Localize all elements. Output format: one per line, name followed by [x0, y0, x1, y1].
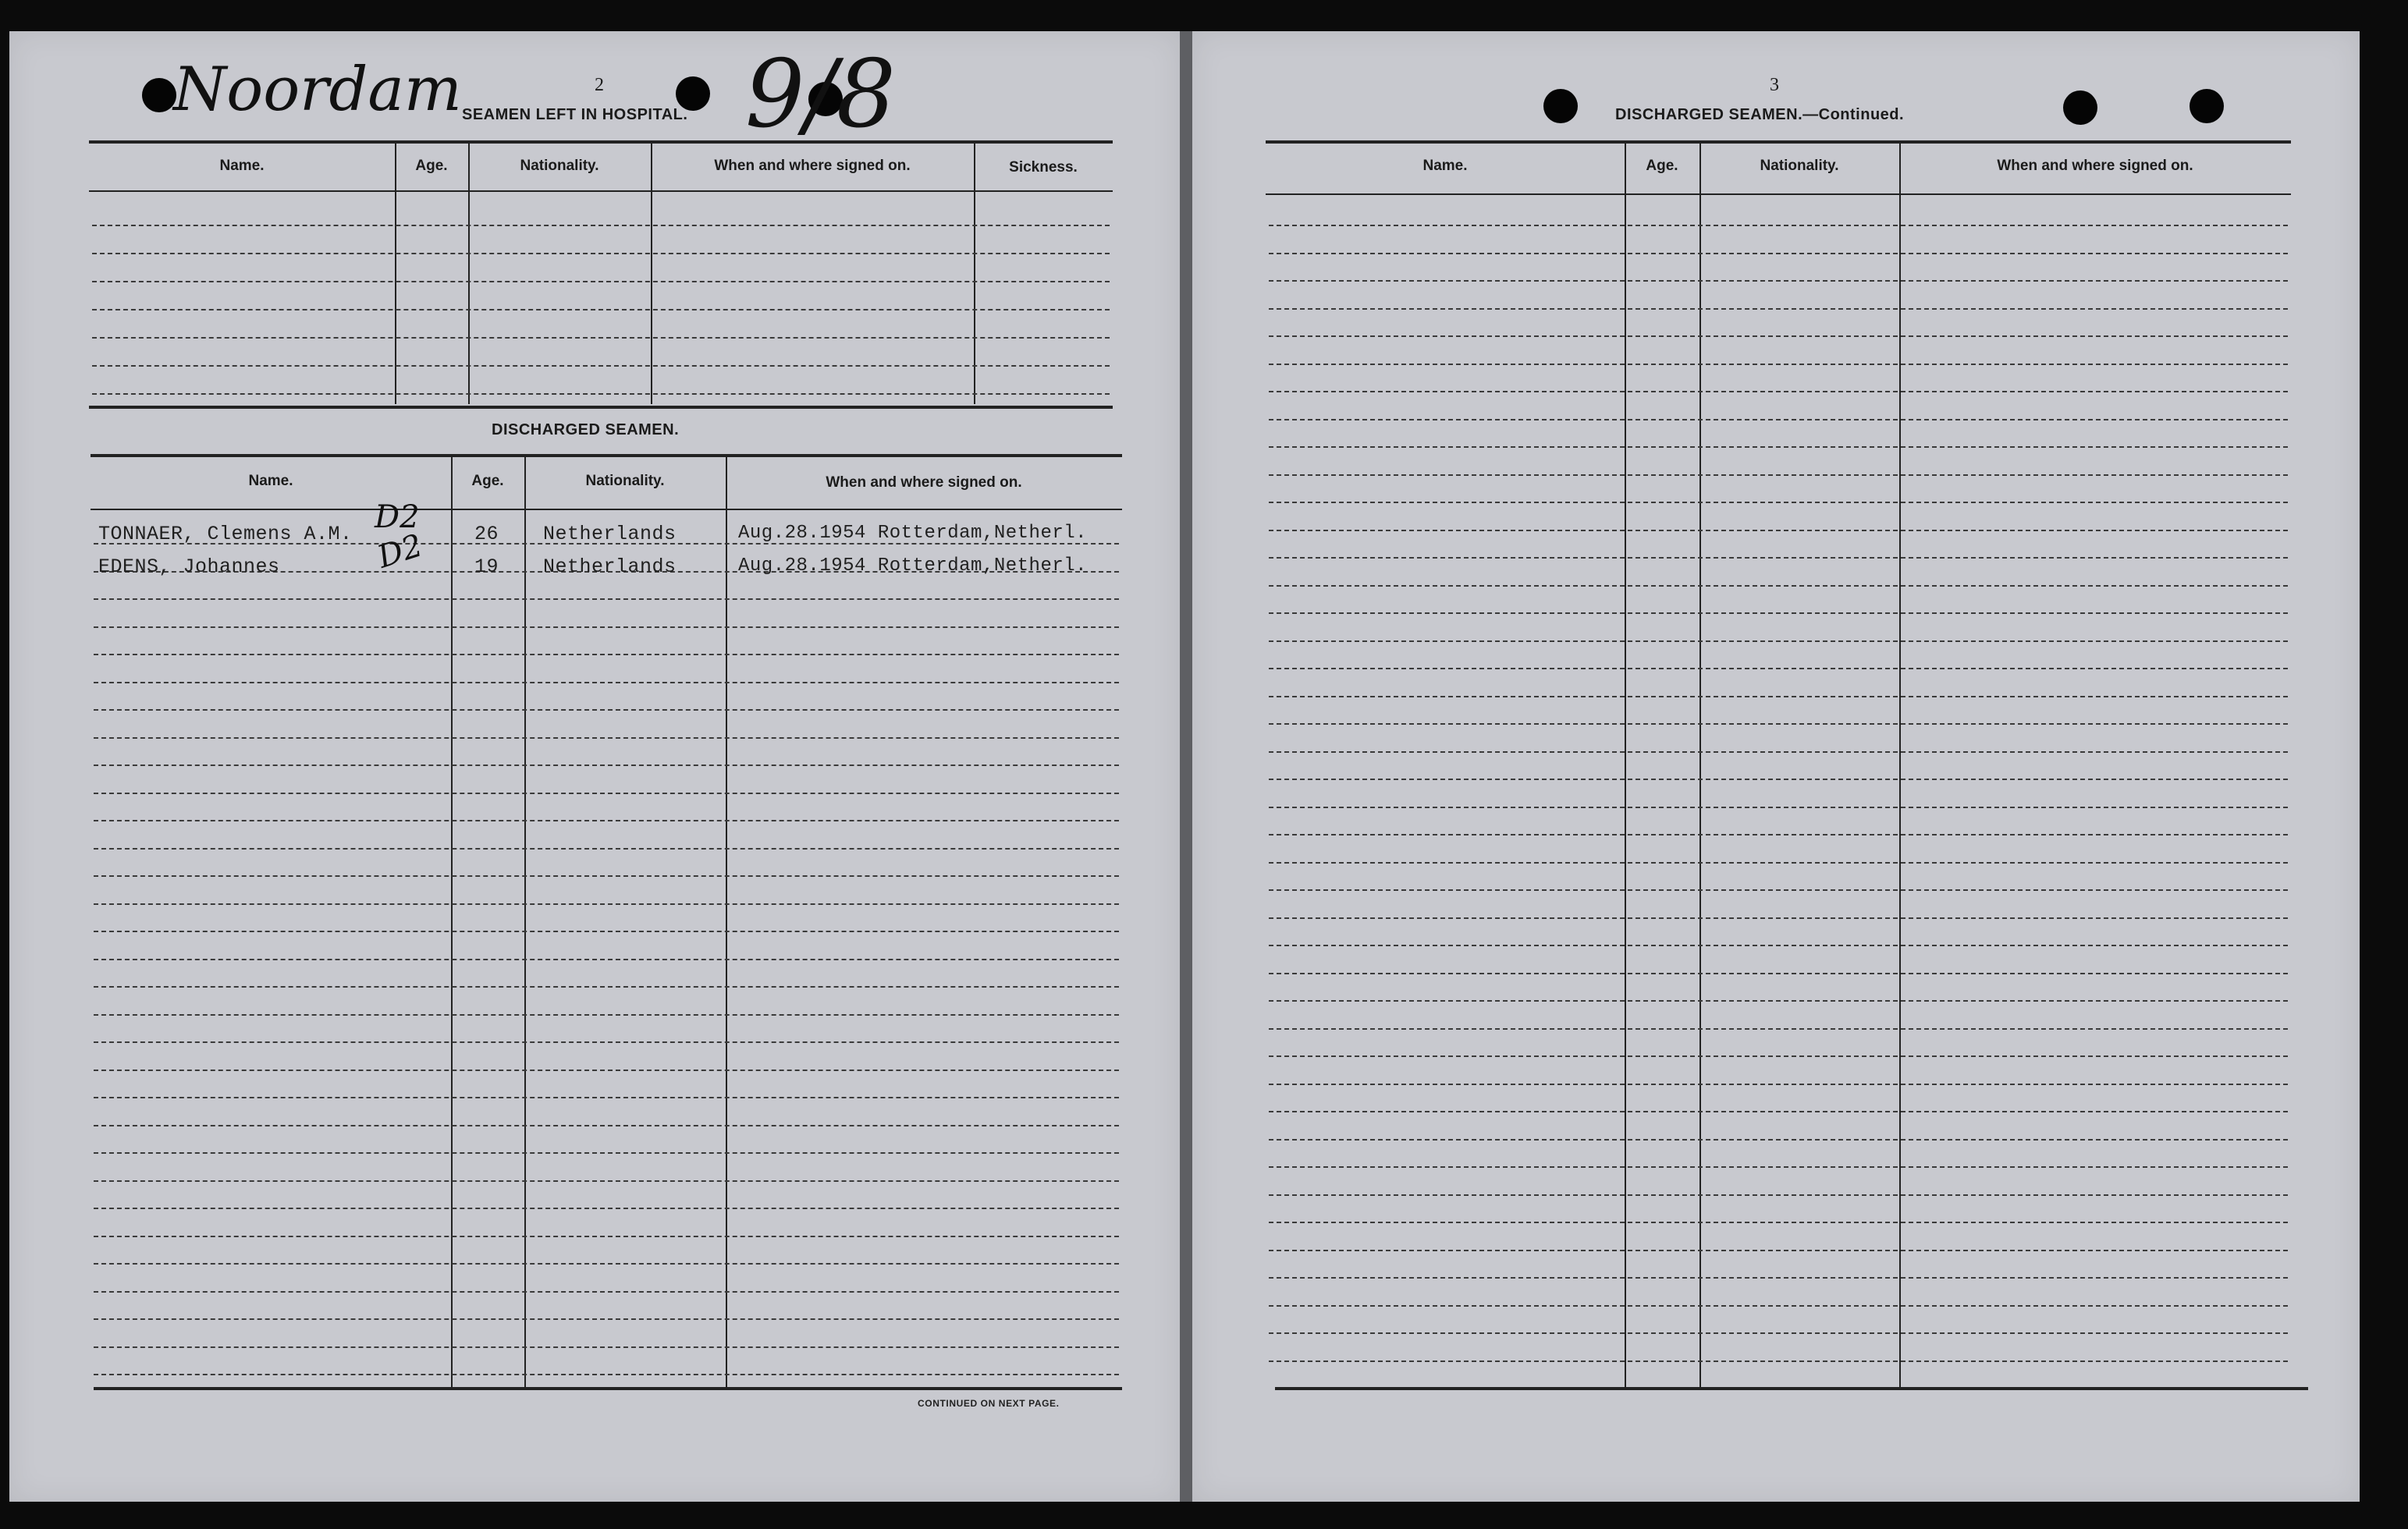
ruling-line — [1269, 668, 2288, 669]
ruling-line — [94, 986, 1119, 988]
ruling-line — [94, 1236, 1119, 1237]
ruling-line — [1269, 1111, 2288, 1112]
ruling-line — [94, 626, 1119, 628]
handwritten-date: 9/8 — [745, 41, 897, 149]
column-header-nationality: Nationality. — [585, 473, 665, 489]
column-divider — [726, 456, 727, 1387]
discharged-table-bottom-rule — [94, 1387, 1122, 1390]
ruling-line — [92, 365, 1110, 367]
ruling-line — [1269, 1222, 2288, 1223]
ruling-line — [92, 393, 1110, 395]
discharged-header-rule — [91, 509, 1122, 510]
ruling-line — [1269, 1194, 2288, 1196]
page-gutter — [1180, 31, 1192, 1502]
ruling-line — [1269, 751, 2288, 753]
ruling-line — [1269, 225, 2288, 226]
ruling-line — [94, 1208, 1119, 1209]
ruling-line — [1269, 1000, 2288, 1002]
ruling-line — [1269, 1084, 2288, 1085]
hospital-section-title: SEAMEN LEFT IN HOSPITAL. — [462, 106, 688, 123]
ruling-line — [94, 598, 1119, 600]
column-header-signed-on: When and where signed on. — [826, 474, 1022, 491]
ruling-line — [94, 1291, 1119, 1293]
discharged-continued-title: DISCHARGED SEAMEN.—Continued. — [1615, 106, 1905, 123]
ruling-line — [1269, 308, 2288, 310]
ruling-line — [1269, 1277, 2288, 1279]
punch-hole — [142, 78, 176, 112]
ruling-line — [94, 1070, 1119, 1071]
column-header-name: Name. — [1422, 158, 1468, 174]
ruling-line — [1269, 585, 2288, 587]
ruling-line — [94, 737, 1119, 739]
punch-hole — [2190, 89, 2224, 123]
ruling-line — [94, 682, 1119, 683]
hospital-table-top-rule — [89, 140, 1113, 144]
ruling-line — [94, 1263, 1119, 1265]
ruling-line — [1269, 502, 2288, 503]
ruling-line — [1269, 364, 2288, 365]
continued-table-bottom-rule — [1275, 1387, 2308, 1390]
seaman-age: 19 — [474, 555, 499, 578]
column-header-sickness: Sickness. — [1009, 159, 1078, 176]
ruling-line — [1269, 530, 2288, 531]
ruling-line — [94, 764, 1119, 766]
continued-note: CONTINUED ON NEXT PAGE. — [918, 1398, 1060, 1409]
ruling-line — [94, 654, 1119, 655]
ruling-line — [1269, 280, 2288, 282]
column-header-nationality: Nationality. — [1760, 158, 1839, 174]
ruling-line — [94, 1097, 1119, 1098]
ruling-line — [1269, 474, 2288, 476]
seaman-name: TONNAER, Clemens A.M. — [98, 523, 353, 545]
seaman-nationality: Netherlands — [543, 555, 677, 578]
ruling-line — [1269, 1166, 2288, 1168]
column-header-name: Name. — [248, 473, 293, 489]
ruling-line — [1269, 335, 2288, 337]
ruling-line — [1269, 446, 2288, 448]
ruling-line — [92, 253, 1110, 254]
ruling-line — [94, 1125, 1119, 1126]
ruling-line — [1269, 945, 2288, 946]
ruling-line — [94, 1180, 1119, 1182]
column-header-nationality: Nationality. — [520, 158, 599, 174]
ruling-line — [1269, 973, 2288, 974]
ruling-line — [92, 337, 1110, 339]
ruling-line — [1269, 640, 2288, 642]
ruling-line — [1269, 1250, 2288, 1251]
ruling-line — [94, 959, 1119, 960]
ruling-line — [1269, 1305, 2288, 1307]
column-header-age: Age. — [471, 473, 504, 489]
ruling-line — [1269, 917, 2288, 919]
ruling-line — [1269, 1332, 2288, 1334]
ruling-line — [1269, 807, 2288, 808]
ruling-line — [92, 225, 1110, 226]
ruling-line — [1269, 1028, 2288, 1030]
continued-table-top-rule — [1266, 140, 2291, 144]
page-number: 2 — [595, 75, 604, 95]
ruling-line — [1269, 834, 2288, 835]
ruling-line — [94, 1318, 1119, 1320]
ruling-line — [94, 1041, 1119, 1043]
column-header-signed-on: When and where signed on. — [1997, 158, 2193, 174]
ruling-line — [1269, 557, 2288, 559]
ruling-line — [94, 1014, 1119, 1016]
ruling-line — [94, 820, 1119, 821]
ruling-line — [1269, 391, 2288, 392]
column-divider — [451, 456, 453, 1387]
discharged-table-top-rule — [91, 454, 1122, 457]
ruling-line — [1269, 419, 2288, 420]
seaman-age: 26 — [474, 523, 499, 545]
ruling-line — [1269, 612, 2288, 614]
hospital-header-rule — [89, 190, 1113, 192]
continued-header-rule — [1266, 193, 2291, 195]
ruling-line — [1269, 723, 2288, 725]
handwritten-ship-name: Noordam — [173, 55, 462, 125]
column-header-name: Name. — [219, 158, 265, 174]
ruling-line — [94, 1374, 1119, 1375]
discharge-mark: D2 — [373, 527, 428, 576]
punch-hole — [1543, 89, 1578, 123]
discharged-section-title: DISCHARGED SEAMEN. — [492, 421, 680, 438]
ruling-line — [94, 1346, 1119, 1348]
column-header-signed-on: When and where signed on. — [714, 158, 911, 174]
ruling-line — [94, 709, 1119, 711]
ruling-line — [1269, 862, 2288, 864]
column-header-age: Age. — [1646, 158, 1678, 174]
ruling-line — [1269, 779, 2288, 780]
punch-hole — [2063, 90, 2097, 125]
discharge-mark: D2 — [375, 499, 420, 535]
ruling-line — [94, 931, 1119, 932]
ruling-line — [92, 281, 1110, 282]
column-divider — [524, 456, 526, 1387]
ruling-line — [94, 848, 1119, 850]
column-divider — [1699, 142, 1701, 1387]
ruling-line — [1269, 1360, 2288, 1362]
ruling-line — [94, 1152, 1119, 1154]
ruling-line — [94, 875, 1119, 877]
ruling-line — [1269, 1055, 2288, 1057]
column-header-age: Age. — [415, 158, 448, 174]
page-number: 3 — [1770, 75, 1779, 95]
seaman-signed-on: Aug.28.1954 Rotterdam,Netherl. — [738, 523, 1088, 544]
ruling-line — [94, 903, 1119, 905]
seaman-signed-on: Aug.28.1954 Rotterdam,Netherl. — [738, 555, 1088, 576]
hospital-table-bottom-rule — [89, 406, 1113, 409]
column-divider — [1625, 142, 1626, 1387]
ruling-line — [1269, 253, 2288, 254]
column-divider — [1899, 142, 1901, 1387]
left-page — [9, 31, 1180, 1502]
ruling-line — [1269, 1139, 2288, 1141]
ruling-line — [94, 793, 1119, 794]
seaman-name: EDENS, Johannes — [98, 555, 280, 578]
seaman-nationality: Netherlands — [543, 523, 677, 545]
ruling-line — [1269, 696, 2288, 697]
ruling-line — [92, 309, 1110, 310]
ruling-line — [1269, 889, 2288, 891]
